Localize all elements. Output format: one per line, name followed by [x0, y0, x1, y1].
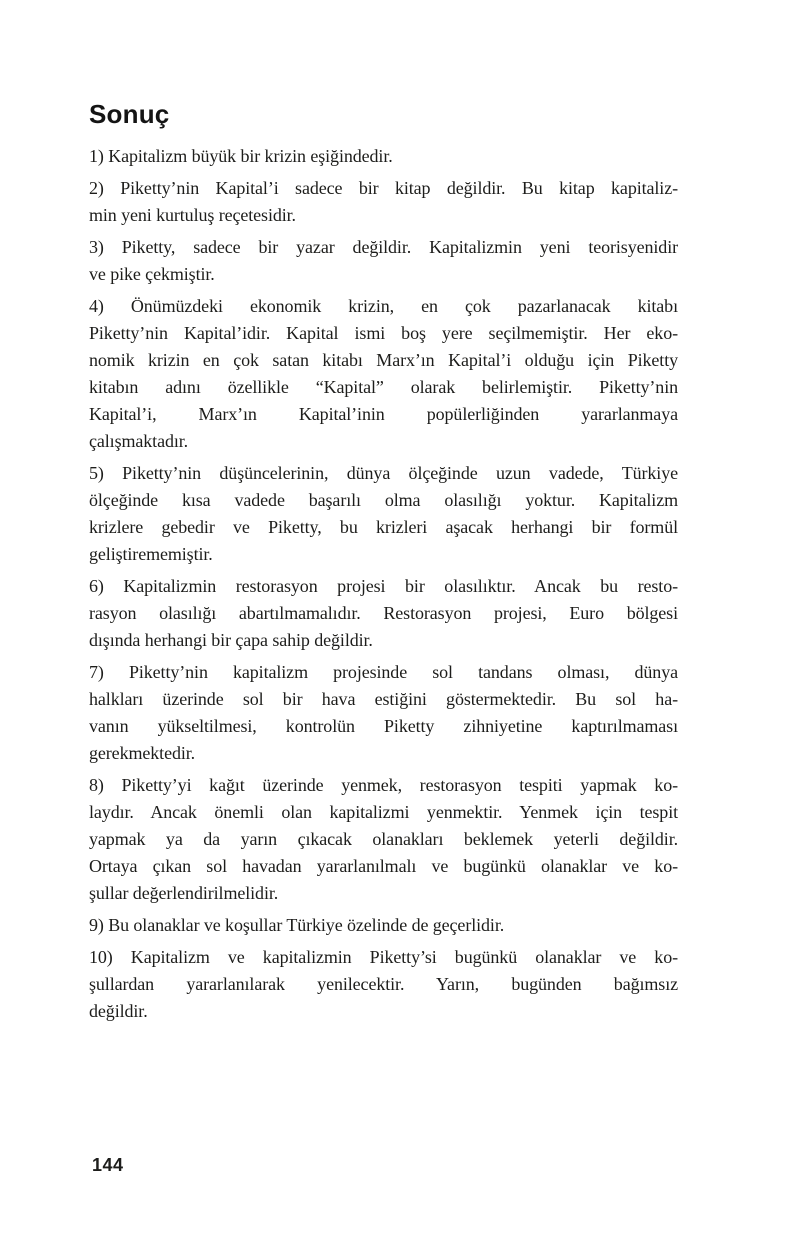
- paragraph: [89, 912, 678, 939]
- text-line: 7) Piketty’nin kapitalizm projesinde sol tandans olması, dünya: [89, 662, 678, 682]
- paragraph: [89, 293, 678, 455]
- paragraph: [89, 460, 678, 568]
- text-line: gerekmektedir.: [89, 743, 196, 763]
- text-line: rasyon olasılığı abartılmamalıdır. Restorasyon projesi, Euro bölgesi: [89, 603, 678, 623]
- text-line: geliştirememiştir.: [89, 544, 213, 564]
- text-line: vanın yükseltilmesi, kontrolün Piketty zihniyetine kaptırılmaması: [89, 716, 678, 736]
- text-line: halkları üzerinde sol bir hava estiğini göstermektedir. Bu sol ha-: [89, 689, 678, 709]
- text-line: Ortaya çıkan sol havadan yararlanılmalı ve bugünkü olanaklar ve ko-: [89, 856, 678, 876]
- text-line: 6) Kapitalizmin restorasyon projesi bir olasılıktır. Ancak bu resto-: [89, 576, 678, 596]
- text-block: [89, 100, 678, 1030]
- text-line: 2) Piketty’nin Kapital’i sadece bir kitap değildir. Bu kitap kapitaliz-: [89, 178, 678, 198]
- text-line: 5) Piketty’nin düşüncelerinin, dünya ölçeğinde uzun vadede, Türkiye: [89, 463, 678, 483]
- text-line: yapmak ya da yarın çıkacak olanakları beklemek yeterli değildir.: [89, 829, 678, 849]
- paragraph: [89, 175, 678, 229]
- paragraph: [89, 573, 678, 654]
- text-line: dışında herhangi bir çapa sahip değildir.: [89, 630, 373, 650]
- text-line: 8) Piketty’yi kağıt üzerinde yenmek, restorasyon tespiti yapmak ko-: [89, 775, 678, 795]
- page-number: 144: [92, 1155, 124, 1175]
- paragraph: [89, 944, 678, 1025]
- text-line: değildir.: [89, 1001, 148, 1021]
- text-line: nomik krizin en çok satan kitabı Marx’ın Kapital’i olduğu için Piketty: [89, 350, 678, 370]
- text-line: 4) Önümüzdeki ekonomik krizin, en çok pazarlanacak kitabı: [89, 296, 678, 316]
- text-line: krizlere gebedir ve Piketty, bu krizleri aşacak herhangi bir formül: [89, 517, 678, 537]
- paragraph: [89, 234, 678, 288]
- text-line: çalışmaktadır.: [89, 431, 189, 451]
- text-line: şullar değerlendirilmelidir.: [89, 883, 279, 903]
- paragraph: [89, 143, 678, 170]
- text-line: 1) Kapitalizm büyük bir krizin eşiğindedir.: [89, 146, 393, 166]
- text-line: 10) Kapitalizm ve kapitalizmin Piketty’si bugünkü olanaklar ve ko-: [89, 947, 678, 967]
- text-line: Piketty’nin Kapital’idir. Kapital ismi boş yere seçilmemiştir. Her eko-: [89, 323, 678, 343]
- text-line: 3) Piketty, sadece bir yazar değildir. Kapitalizmin yeni teorisyenidir: [89, 237, 678, 257]
- section-heading: Sonuç: [89, 99, 170, 129]
- body-text: [89, 143, 678, 1025]
- text-line: laydır. Ancak önemli olan kapitalizmi yenmektir. Yenmek için tespit: [89, 802, 678, 822]
- text-line: ve pike çekmiştir.: [89, 264, 215, 284]
- paragraph: [89, 659, 678, 767]
- text-line: 9) Bu olanaklar ve koşullar Türkiye özelinde de geçerlidir.: [89, 915, 505, 935]
- text-line: Kapital’i, Marx’ın Kapital’inin popülerliğinden yararlanmaya: [89, 404, 678, 424]
- paragraph: [89, 772, 678, 907]
- text-line: şullardan yararlanılarak yenilecektir. Yarın, bugünden bağımsız: [89, 974, 678, 994]
- text-line: ölçeğinde kısa vadede başarılı olma olasılığı yoktur. Kapitalizm: [89, 490, 678, 510]
- text-line: min yeni kurtuluş reçetesidir.: [89, 205, 296, 225]
- text-line: kitabın adını özellikle “Kapital” olarak belirlemiştir. Piketty’nin: [89, 377, 678, 397]
